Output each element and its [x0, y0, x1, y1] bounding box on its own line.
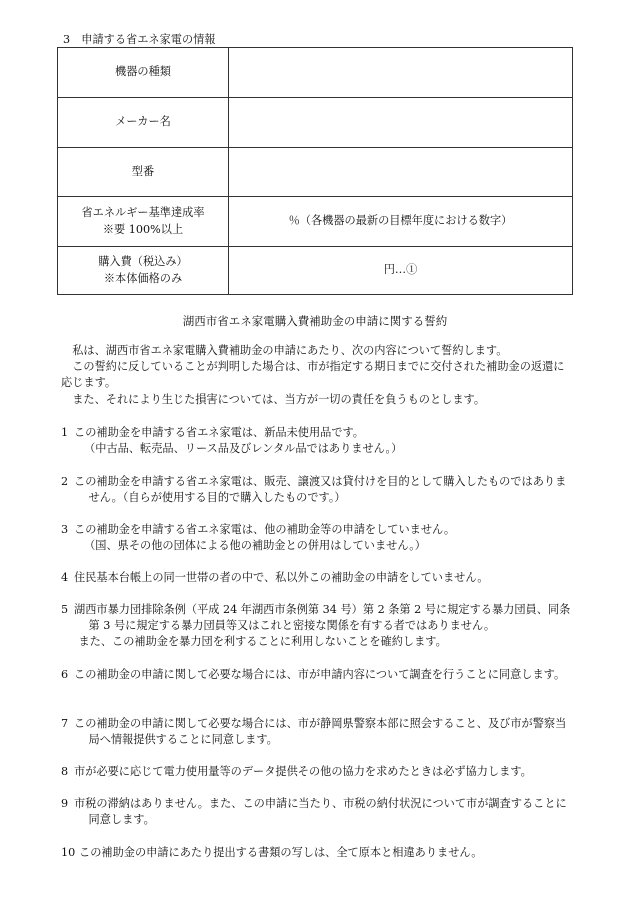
item-text: この補助金の申請に関して必要な場合には、市が申請内容について調査を行うことに同意します。	[74, 668, 566, 681]
item-number: 2	[61, 475, 69, 488]
item-text: この補助金を申請する省エネ家電は、他の補助金等の申請をしていません。	[74, 523, 456, 536]
oath-intro	[61, 343, 571, 408]
label-note: ※本体価格のみ	[103, 271, 183, 285]
item-text: 市が必要に応じて電力使用量等のデータ提供その他の協力を求めたときは必ず協力します。	[74, 765, 532, 778]
label-text: 型番	[131, 164, 155, 178]
item-text: この補助金の申請に関して必要な場合には、市が静岡県警察本部に照会すること、及び市が警察当局へ情報提供することに同意します。	[74, 717, 567, 747]
oath-item-6	[61, 667, 573, 683]
item-text: 湖西市暴力団排除条例（平成 24 年湖西市条例第 34 号）第 2 条第 2 号に規定する暴力団員、同条第 3 号に規定する暴力団員等又はこれと密接な関係を有する者ではありません。	[74, 603, 571, 633]
oath-item-9	[61, 796, 573, 828]
item-number: 9	[61, 797, 69, 810]
table-row	[58, 148, 573, 197]
field-appliance-type[interactable]	[229, 48, 573, 98]
field-energy-rate[interactable]: ％（各機器の最新の目標年度における数字）	[229, 197, 573, 247]
table-row	[58, 48, 573, 98]
label-purchase-cost	[58, 247, 229, 295]
label-text: 機器の種類	[115, 65, 171, 79]
item-text: 市税の滞納はありません。また、この申請に当たり、市税の納付状況について市が調査することに同意します。	[74, 797, 567, 827]
item-subtext: （国、県その他の団体による他の補助金との併用はしていません。）	[84, 539, 426, 553]
label-note: ※要 100%以上	[102, 222, 184, 236]
item-number: 3	[61, 523, 69, 536]
oath-item-3	[61, 522, 573, 554]
section-3-heading: 3 申請する省エネ家電の情報	[63, 33, 216, 46]
field-model-number[interactable]	[229, 148, 573, 197]
intro-line: 私は、湖西市省エネ家電購入費補助金の申請にあたり、次の内容について誓約します。	[72, 344, 508, 357]
item-number: 8	[61, 765, 69, 778]
label-energy-rate	[58, 197, 229, 247]
appliance-info-table	[57, 47, 573, 295]
label-model-number	[58, 148, 229, 197]
intro-line: また、それにより生じた損害については、当方が一切の責任を負うものとします。	[72, 392, 486, 406]
table-row	[58, 98, 573, 148]
oath-item-7	[61, 716, 573, 748]
item-number: 6	[61, 668, 69, 681]
item-number: 5	[61, 603, 69, 616]
oath-item-4	[61, 570, 573, 586]
item-text: この補助金を申請する省エネ家電は、新品未使用品です。	[74, 426, 364, 439]
oath-item-2	[61, 474, 573, 506]
oath-item-10	[61, 845, 573, 861]
item-number: 7	[61, 717, 69, 730]
item-subtext: また、この補助金を暴力団を利することに利用しないことを確約します。	[78, 635, 447, 649]
oath-title: 湖西市省エネ家電購入費補助金の申請に関する誓約	[182, 314, 448, 328]
item-number: 10	[61, 846, 76, 859]
table-row	[58, 247, 573, 295]
field-maker-name[interactable]	[229, 98, 573, 148]
label-text: 省エネルギー基準達成率	[81, 206, 205, 220]
label-maker-name	[58, 98, 229, 148]
oath-item-8	[61, 764, 573, 780]
item-text: 住民基本台帳上の同一世帯の者の中で、私以外この補助金の申請をしていません。	[74, 571, 489, 584]
label-text: 購入費（税込み）	[98, 255, 188, 269]
label-appliance-type	[58, 48, 229, 98]
item-text: この補助金を申請する省エネ家電は、販売、譲渡又は貸付けを目的として購入したものではありません。（自らが使用する目的で購入したものです。）	[74, 475, 567, 505]
item-subtext: （中古品、転売品、リース品及びレンタル品ではありません。）	[84, 442, 403, 456]
oath-item-5	[61, 602, 573, 651]
item-text: この補助金の申請にあたり提出する書類の写しは、全て原本と相違ありません。	[79, 846, 483, 859]
intro-line: この誓約に反していることが判明した場合は、市が指定する期日までに交付された補助金の返還に応じます。	[61, 360, 565, 390]
table-row	[58, 197, 573, 247]
oath-item-1	[61, 425, 573, 457]
field-purchase-cost[interactable]: 円…①	[229, 247, 573, 295]
item-number: 1	[61, 426, 69, 439]
label-text: メーカー名	[115, 115, 171, 129]
item-number: 4	[61, 571, 69, 584]
